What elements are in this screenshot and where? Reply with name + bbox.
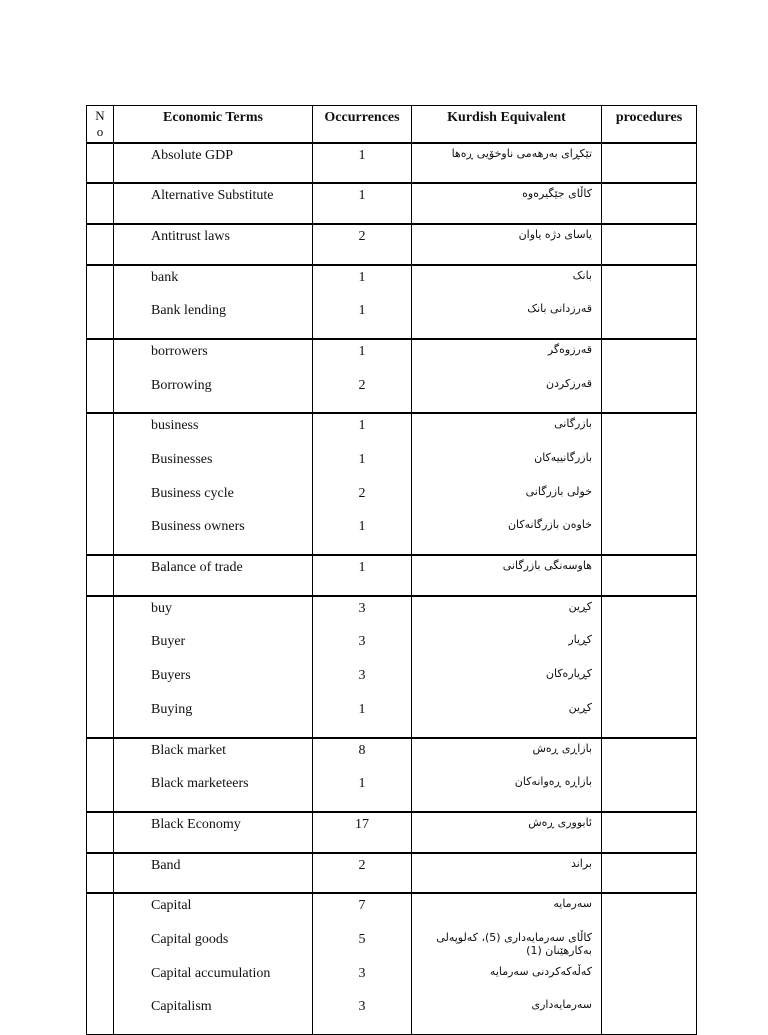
header-no-label: No [95,108,105,139]
kurdish-text: بازرگانی [554,417,592,431]
kurdish-text: سەرمایەداری [531,998,592,1012]
term-text: Antitrust laws [151,228,230,244]
no-cell [87,555,114,596]
occurrences-cell [313,596,412,738]
procedures-cell [602,596,697,738]
procedures-cell [602,555,697,596]
table-row [87,738,697,812]
kurdish-cell [412,812,602,853]
kurdish-cell [412,265,602,339]
occurrence-count: 1 [358,418,366,434]
occurrence-count: 1 [358,303,366,319]
header-procedures: procedures [602,106,697,143]
kurdish-text: کڕین [568,599,592,613]
kurdish-cell [412,413,602,555]
procedures-cell [602,143,697,184]
term-text: Absolute GDP [151,147,234,163]
kurdish-text: ئابووری ڕەش [528,815,592,829]
term-text: Business owners [151,519,245,535]
no-cell [87,224,114,265]
occurrences-cell [313,224,412,265]
no-cell [87,893,114,1034]
term-text: Capital [151,898,192,914]
term-text: buy [151,600,172,616]
occurrence-count: 2 [358,485,366,501]
kurdish-text: خولی بازرگانی [525,484,592,498]
term-text: Capital goods [151,931,229,947]
header-kurdish-equivalent: Kurdish Equivalent [412,106,602,143]
term-text: Balance of trade [151,560,243,576]
kurdish-cell [412,555,602,596]
kurdish-text: بازاڕی ڕەش [532,741,592,755]
kurdish-text: قەرزوەگر [547,342,592,356]
occurrence-count: 3 [358,668,366,684]
occurrence-count: 1 [358,776,366,792]
kurdish-text: بازرگانییەکان [534,451,592,464]
term-cell [114,413,313,555]
term-text: Businesses [151,452,213,467]
no-cell [87,812,114,853]
term-text: Borrowing [151,377,212,393]
table-row [87,555,697,596]
term-cell [114,224,313,265]
header-economic-terms: Economic Terms [114,106,313,143]
procedures-cell [602,224,697,265]
occurrence-count: 1 [358,269,366,285]
term-text: Capitalism [151,999,212,1015]
occurrence-count: 17 [355,816,369,832]
occurrences-cell [313,738,412,812]
kurdish-text: بانک [572,268,592,282]
kurdish-text: کڕیارەکان [545,667,592,681]
occurrence-count: 1 [358,452,366,467]
no-cell [87,738,114,812]
occurrences-cell [313,812,412,853]
term-text: Capital accumulation [151,965,271,981]
kurdish-cell [412,893,602,1034]
occurrence-count: 8 [358,742,366,758]
kurdish-text: سەرمایە [553,897,592,911]
kurdish-text: هاوسەنگی بازرگانی [502,559,592,573]
occurrences-cell [313,893,412,1034]
kurdish-text: بازاڕە ڕەوانەکان [514,775,592,789]
term-cell [114,339,313,413]
kurdish-text: براند [570,856,592,870]
kurdish-text: تێکڕای بەرهەمی ناوخۆیی ڕەها [451,146,592,160]
term-text: Black marketeers [151,776,249,792]
no-cell [87,183,114,224]
term-cell [114,183,313,224]
kurdish-cell [412,596,602,738]
term-cell [114,893,313,1034]
occurrence-count: 3 [358,634,366,650]
term-cell [114,812,313,853]
table-row [87,224,697,265]
occurrences-cell [313,413,412,555]
term-text: Black market [151,742,227,758]
term-cell [114,143,313,184]
occurrence-count: 1 [358,188,366,204]
occurrences-cell [313,853,412,894]
term-text: Band [151,857,181,873]
occurrence-count: 5 [358,931,366,947]
kurdish-cell [412,224,602,265]
procedures-cell [602,812,697,853]
term-text: Black Economy [151,816,241,832]
table-row [87,183,697,224]
term-cell [114,738,313,812]
economic-terms-table [86,105,697,1035]
occurrence-count: 3 [358,600,366,616]
term-text: Buyers [151,668,191,684]
procedures-cell [602,413,697,555]
table-row [87,413,697,555]
occurrence-count: 1 [358,701,366,717]
kurdish-text: قەرزکردن [545,376,592,390]
document-page [86,105,696,1035]
kurdish-cell [412,183,602,224]
no-cell [87,339,114,413]
occurrences-cell [313,339,412,413]
term-text: Business cycle [151,485,234,501]
occurrence-count: 1 [358,560,366,576]
table-row [87,812,697,853]
kurdish-cell [412,853,602,894]
procedures-cell [602,853,697,894]
occurrence-count: 3 [358,965,366,981]
term-text: Bank lending [151,303,227,319]
header-occurrences: Occurrences [313,106,412,143]
no-cell [87,853,114,894]
term-text: borrowers [151,343,208,359]
occurrence-count: 1 [358,519,366,535]
term-cell [114,265,313,339]
kurdish-text: کڕیار [568,633,592,647]
table-row [87,853,697,894]
occurrence-count: 1 [358,343,366,359]
term-text: bank [151,269,179,285]
kurdish-cell [412,339,602,413]
occurrences-cell [313,265,412,339]
procedures-cell [602,265,697,339]
kurdish-text: یاسای دژە یاوان [518,227,592,241]
procedures-cell [602,183,697,224]
kurdish-text: کەڵەکەکردنی سەرمایە [489,964,592,978]
kurdish-text: قەرزدانی بانک [527,302,592,316]
occurrence-count: 2 [358,377,366,393]
no-cell [87,265,114,339]
header-no [87,106,114,143]
occurrences-cell [313,555,412,596]
procedures-cell [602,339,697,413]
occurrences-cell [313,183,412,224]
occurrence-count: 2 [358,857,366,873]
occurrence-count: 7 [358,898,366,914]
table-row [87,339,697,413]
no-cell [87,143,114,184]
term-cell [114,853,313,894]
table-header-row [87,106,697,143]
occurrences-cell [313,143,412,184]
kurdish-cell [412,143,602,184]
term-cell [114,596,313,738]
term-text: Alternative Substitute [151,188,274,204]
procedures-cell [602,893,697,1034]
no-cell [87,596,114,738]
procedures-cell [602,738,697,812]
no-cell [87,413,114,555]
term-text: Buying [151,701,193,717]
kurdish-text: خاوەن بازرگانەکان [507,518,592,532]
kurdish-text: کاڵای جێگیرەوە [522,187,592,201]
table-row [87,893,697,1034]
occurrence-count: 3 [358,999,366,1015]
occurrence-count: 2 [358,228,366,244]
table-row [87,143,697,184]
term-cell [114,555,313,596]
table-row [87,265,697,339]
table-row [87,596,697,738]
kurdish-text: کڕین [568,700,592,714]
kurdish-text: کاڵای سەرمایەداری (5)، کەلوپەلی بەکارهێنان (1) [436,930,592,957]
term-text: business [151,418,199,434]
occurrence-count: 1 [358,147,366,163]
kurdish-cell [412,738,602,812]
term-text: Buyer [151,634,186,650]
